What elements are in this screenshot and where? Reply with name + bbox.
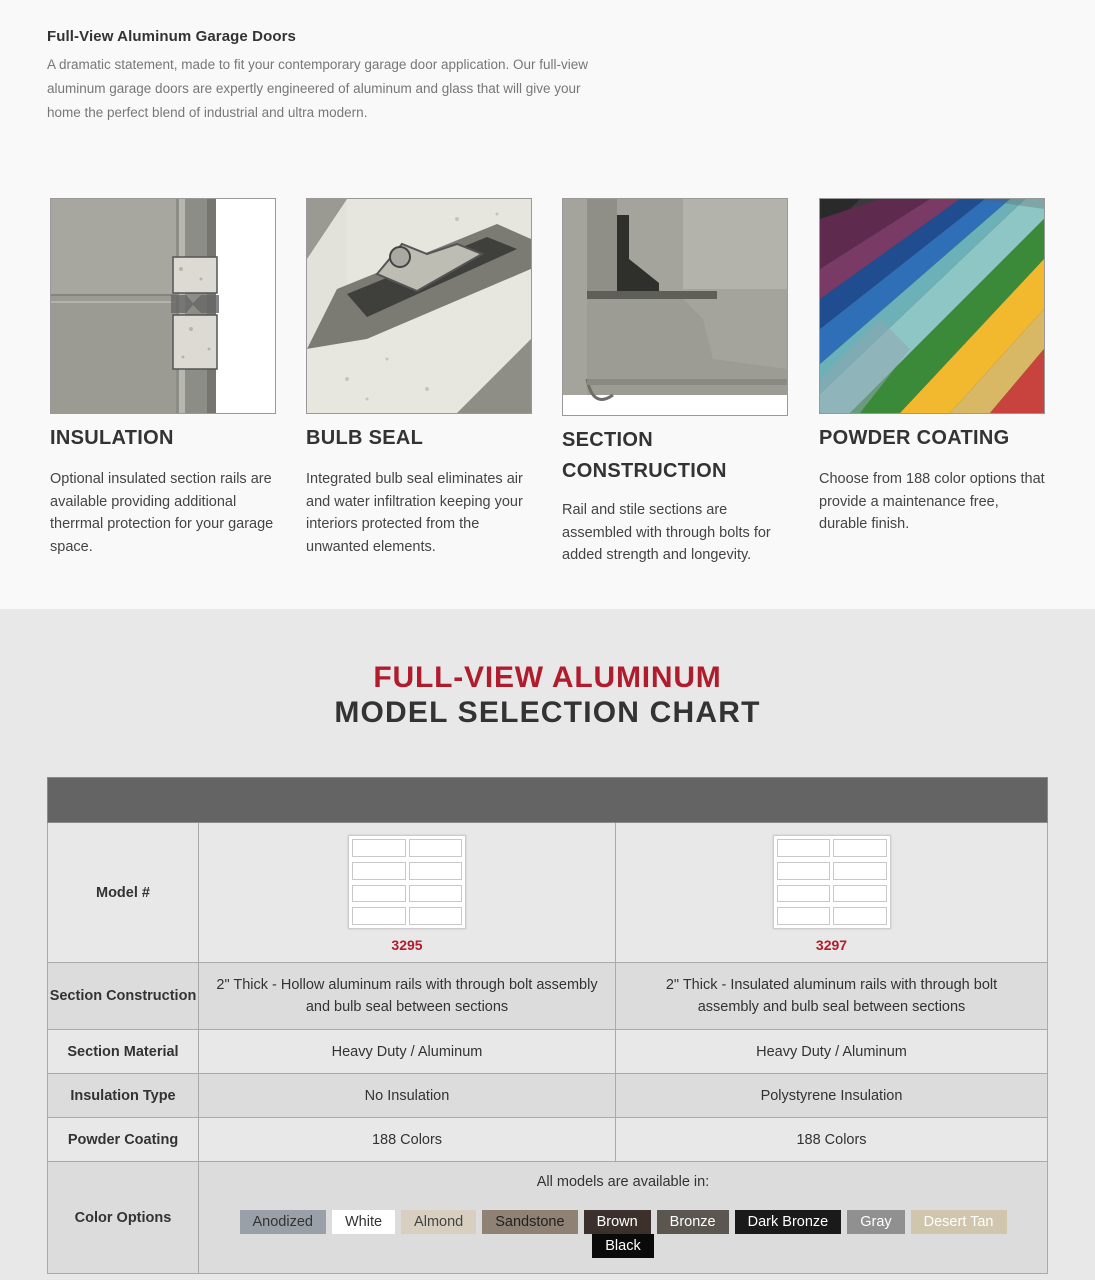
color-swatch-desert-tan[interactable]: Desert Tan (911, 1210, 1007, 1234)
table-row-section-material (48, 1030, 1048, 1074)
table-row-insulation-type (48, 1074, 1048, 1118)
table-cell: Heavy Duty / Aluminum (199, 1030, 616, 1074)
color-swatch-white[interactable]: White (332, 1210, 395, 1234)
chart-title-line2: MODEL SELECTION CHART (334, 696, 761, 729)
feature-powder-coating (819, 198, 1051, 536)
table-cell: No Insulation (199, 1074, 616, 1118)
table-row-powder-coating (48, 1118, 1048, 1162)
color-options-cell (199, 1162, 1048, 1274)
feature-text: Rail and stile sections are assembled with through bolts for added strength and longevity. (562, 502, 771, 564)
feature-bulb-seal (306, 198, 538, 559)
feature-section-construction (562, 198, 794, 567)
chart-title-line1: FULL-VIEW ALUMINUM (373, 661, 722, 694)
table-cell: 2" Thick - Insulated aluminum rails with through bolt assembly and bulb seal between sections (616, 963, 1048, 1030)
table-header-bar (48, 778, 1048, 823)
model-selection-table (47, 777, 1048, 1274)
color-swatch-anodized[interactable]: Anodized (240, 1210, 326, 1234)
model-cell[interactable] (199, 823, 616, 963)
color-swatch-black[interactable]: Black (592, 1234, 653, 1258)
color-options-intro: All models are available in: (536, 1174, 710, 1190)
table-row-color-options (48, 1162, 1048, 1274)
row-label: Insulation Type (48, 1074, 199, 1118)
table-row-model (48, 823, 1048, 963)
feature-title: SECTION CONSTRUCTION (562, 429, 727, 482)
door-thumbnail-3297[interactable] (773, 835, 891, 929)
color-swatch-brown[interactable]: Brown (584, 1210, 651, 1234)
table-cell: Heavy Duty / Aluminum (616, 1030, 1048, 1074)
table-cell: 2" Thick - Hollow aluminum rails with through bolt assembly and bulb seal between sections (199, 963, 616, 1030)
table-cell: 188 Colors (199, 1118, 616, 1162)
intro-description: A dramatic statement, made to fit your contemporary garage door application. Our full-view aluminum garage doors are expertly engineered of aluminum and glass that will give your home the perfect blend of industrial and ultra modern. (47, 57, 589, 120)
table-row-section-construction (48, 963, 1048, 1030)
color-swatch-list (233, 1210, 1013, 1258)
color-swatch-bronze[interactable]: Bronze (657, 1210, 729, 1234)
feature-text: Choose from 188 color options that provide a maintenance free, durable finish. (819, 471, 1045, 533)
feature-title: INSULATION (50, 427, 174, 449)
row-label: Section Material (48, 1030, 199, 1074)
section-construction-image (562, 198, 788, 416)
insulation-image (50, 198, 276, 414)
model-number[interactable]: 3295 (391, 937, 423, 953)
intro-section (47, 28, 617, 125)
color-swatch-sandstone[interactable]: Sandstone (482, 1210, 577, 1234)
powder-coating-image (819, 198, 1045, 414)
intro-title: Full-View Aluminum Garage Doors (47, 28, 296, 45)
feature-title: POWDER COATING (819, 427, 1010, 449)
row-label: Model # (48, 823, 199, 963)
model-number[interactable]: 3297 (815, 937, 848, 953)
feature-text: Optional insulated section rails are available providing additional therrmal protection for your garage space. (50, 471, 274, 556)
row-label: Powder Coating (48, 1118, 199, 1162)
feature-text: Integrated bulb seal eliminates air and water infiltration keeping your interiors protected from the unwanted elements. (306, 471, 523, 556)
color-swatch-almond[interactable]: Almond (401, 1210, 476, 1234)
features-row (47, 198, 1047, 578)
color-swatch-gray[interactable]: Gray (847, 1210, 904, 1234)
table-cell: 188 Colors (616, 1118, 1048, 1162)
chart-title (0, 661, 1095, 731)
model-selection-chart-section (0, 609, 1095, 1280)
model-cell[interactable] (616, 823, 1048, 963)
row-label: Section Construction (48, 963, 199, 1030)
bulb-seal-image (306, 198, 532, 414)
table-cell: Polystyrene Insulation (616, 1074, 1048, 1118)
door-thumbnail-3295[interactable] (348, 835, 466, 929)
feature-title: BULB SEAL (306, 427, 424, 449)
color-swatch-dark-bronze[interactable]: Dark Bronze (735, 1210, 842, 1234)
row-label: Color Options (48, 1162, 199, 1274)
feature-insulation (50, 198, 282, 559)
